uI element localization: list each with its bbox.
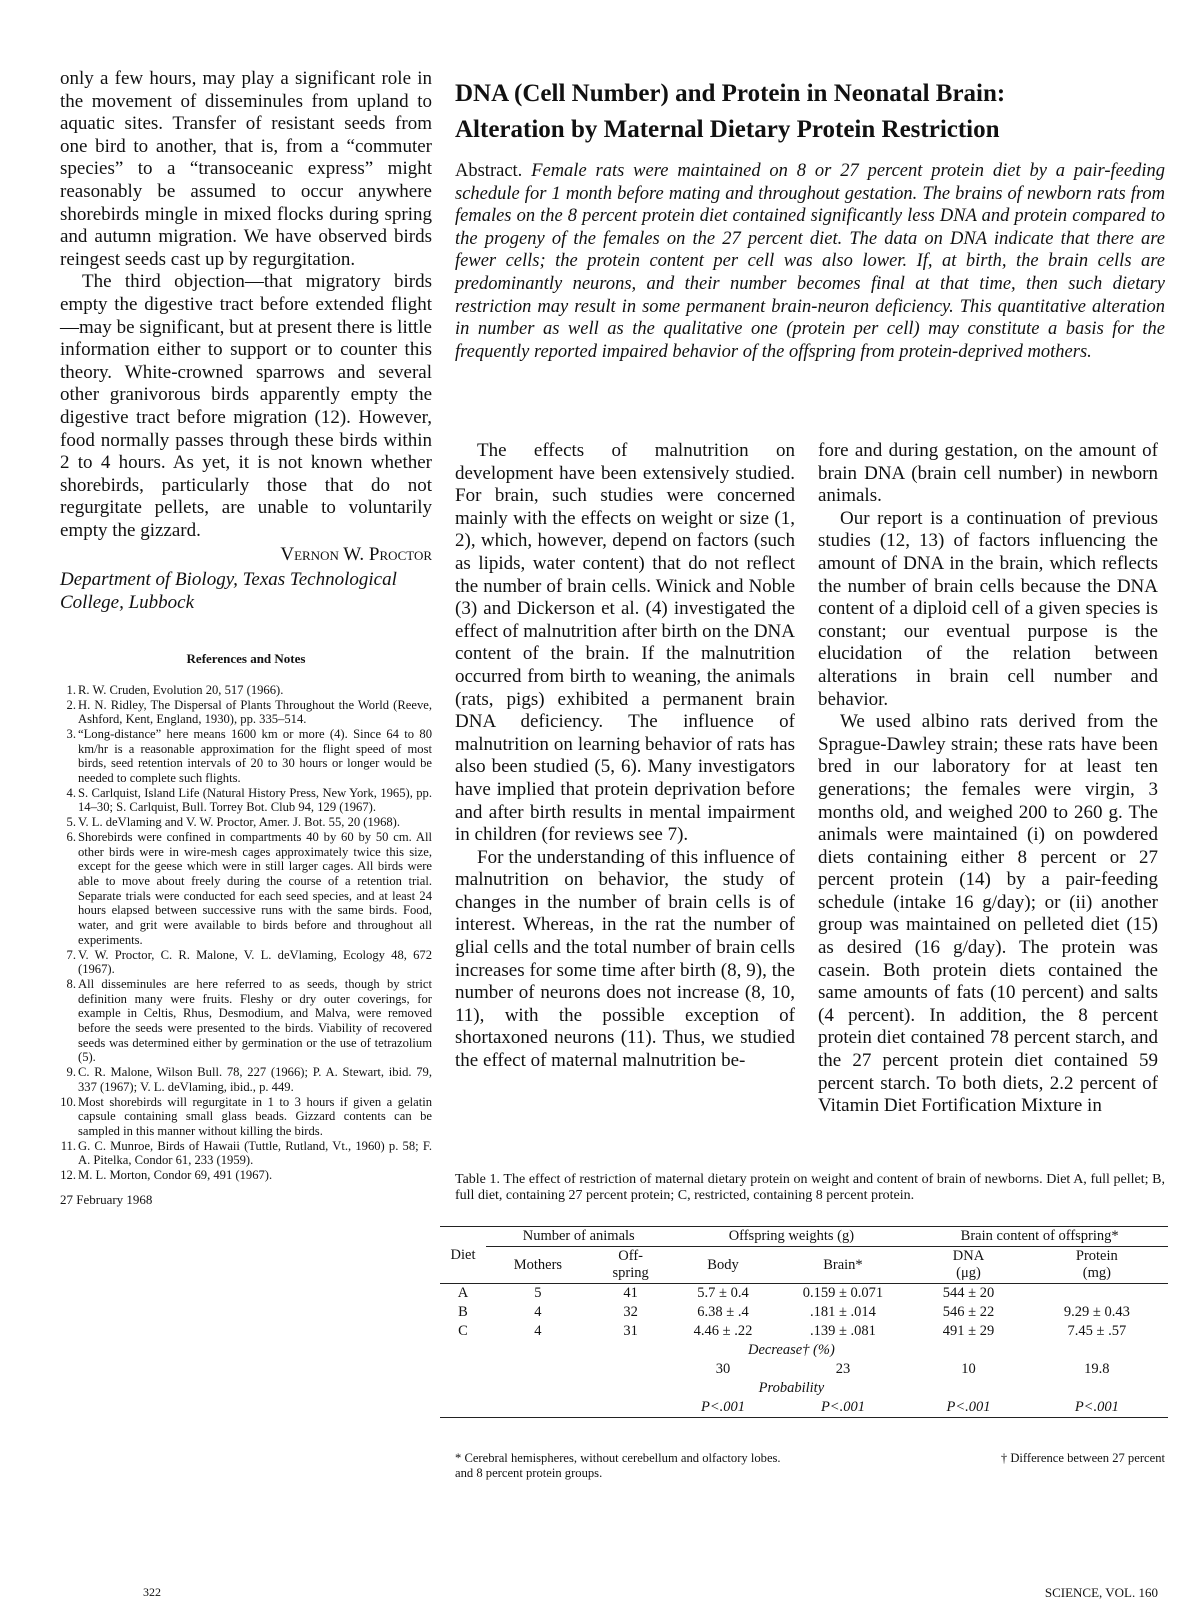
- submission-date: 27 February 1968: [60, 1191, 153, 1207]
- reference-text: S. Carlquist, Island Life (Natural History Press, New York, 1965), pp. 14–30; S. Carlquist, Bull. Torrey Bot. Club 94, 129 (1967).: [78, 785, 432, 815]
- cell-dna: 546 ± 22: [942, 1304, 995, 1320]
- reference-item: [60, 1168, 432, 1183]
- reference-number: 2.: [66, 697, 76, 712]
- cell-offspring: 32: [623, 1304, 638, 1320]
- reference-item: [60, 1065, 432, 1094]
- cell-mothers: 4: [534, 1304, 542, 1320]
- left-paragraph-2: The third objection—that migratory birds empty the digestive tract before extended flight—may be significant, but at present there is little information either to support or to counter this theory. White-crowned sparrows and several other granivorous birds apparently empty the digestive tract before migration (12). However, food normally passes through these birds within 2 to 4 hours. As yet, it is not known whether shorebirds, particularly those that do not regurgitate pellets, are unable to voluntarily empty the gizzard.: [60, 271, 432, 541]
- header-protein: Protein (mg): [1075, 1248, 1118, 1281]
- reference-number: 7.: [66, 947, 76, 962]
- probability-protein: P<.001: [1074, 1399, 1119, 1415]
- middle-paragraph-1: The effects of malnutrition on development have been extensively studied. For brain, such studies were concerned mainly with the effects on weight or size (1, 2), which, however, depend on factors (such as lipids, water content) that do not reflect the number of brain cells. Winick and Noble (3) and Dickerson et al. (4) investigated the effect of malnutrition after birth on the DNA content of the brain. If the malnutrition occurred from birth to weaning, the animals (rats, pigs) exhibited a permanent brain DNA deficiency. The influence of malnutrition on learning behavior of rats has also been studied (5, 6). Many investigators have implied that protein deprivation before and after birth results in mental impairment in children (for reviews see 7).: [455, 440, 795, 846]
- reference-text: V. L. deVlaming and V. W. Proctor, Amer. J. Bot. 55, 20 (1968).: [78, 815, 401, 830]
- probability-body: P<.001: [700, 1399, 746, 1415]
- table-footnotes: [455, 1451, 1165, 1480]
- reference-text: Most shorebirds will regurgitate in 1 to 3 hours if given a gelatin capsule containing small glass beads. Gizzard contents can be sampled in this manner without killing the birds.: [78, 1094, 432, 1138]
- reference-number: 8.: [66, 976, 76, 991]
- decrease-brain: 23: [835, 1361, 851, 1377]
- table-row: [440, 1284, 1168, 1304]
- cell-brain: 0.159 ± 0.071: [802, 1285, 884, 1301]
- reference-text: M. L. Morton, Condor 69, 491 (1967).: [78, 1168, 273, 1183]
- header-brain-content: Brain content of offspring*: [911, 1227, 1168, 1247]
- table-caption: Table 1. The effect of restriction of maternal dietary protein on weight and content of brain of newborns. Diet A, full pellet; B, full diet, containing 27 percent protein; C, restricted, containing 8 percent protein.: [455, 1172, 1165, 1203]
- article-title-line-1: DNA (Cell Number) and Protein in Neonatal Brain:: [455, 80, 1006, 107]
- cell-protein: 7.45 ± .57: [1067, 1323, 1127, 1339]
- left-column: [60, 68, 432, 1211]
- reference-text: All disseminules are here referred to as seeds, though by strict definition many were fruits. Fleshy or dry outer coverings, for example in Celtis, Rhus, Desmodium, and Malva, were removed before the seeds were presented to the birds. Viability of recovered seeds was determined either by germination or the use of tetrazolium (5).: [78, 976, 432, 1065]
- reference-number: 11.: [60, 1138, 76, 1153]
- header-dna: DNA (μg): [952, 1248, 985, 1281]
- reference-text: G. C. Munroe, Birds of Hawaii (Tuttle, Rutland, Vt., 1960) p. 58; F. A. Pitelka, Condor 61, 233 (1959).: [78, 1138, 432, 1168]
- cell-brain: .181 ± .014: [809, 1304, 876, 1320]
- reference-number: 1.: [66, 682, 76, 697]
- cell-protein: [1026, 1284, 1168, 1304]
- header-number-of-animals: Number of animals: [486, 1227, 671, 1247]
- journal-footer: SCIENCE, VOL. 160: [1044, 1585, 1158, 1600]
- abstract-label: Abstract.: [455, 161, 523, 181]
- reference-item: [60, 727, 432, 786]
- middle-paragraph-2: For the understanding of this influence of malnutrition on behavior, the study of changes in the number of brain cells is of interest. Whereas, in the rat the number of glial cells and the total number of brain cells increases for some time after birth (8, 9), the number of neurons does not increase (8, 10, 11), with the possible exception of shortaxoned neurons (11). Thus, we studied the effect of maternal malnutrition be-: [455, 846, 795, 1072]
- cell-body: 4.46 ± .22: [693, 1323, 753, 1339]
- footnote-star: * Cerebral hemispheres, without cerebellum and olfactory lobes.: [455, 1451, 781, 1465]
- reference-item: [60, 948, 432, 977]
- header-brain: Brain*: [823, 1256, 863, 1273]
- cell-diet: B: [458, 1304, 468, 1320]
- footnote-dagger-continued: and 8 percent protein groups.: [455, 1465, 603, 1480]
- cell-offspring: 31: [623, 1323, 638, 1339]
- middle-column: [455, 440, 795, 1073]
- author-affiliation: Department of Biology, Texas Technological College, Lubbock: [60, 569, 397, 613]
- cell-mothers: 5: [534, 1285, 542, 1301]
- reference-item: [60, 786, 432, 815]
- reference-text: R. W. Cruden, Evolution 20, 517 (1966).: [78, 682, 284, 697]
- right-paragraph-2: Our report is a continuation of previous studies (12, 13) of factors influencing the amount of DNA in the brain, which reflects the number of brain cells because the DNA content of a diploid cell of a given species is constant; our eventual purpose is the elucidation of the relation between alterations in brain cell number and behavior.: [818, 507, 1158, 710]
- reference-text: V. W. Proctor, C. R. Malone, V. L. deVlaming, Ecology 48, 672 (1967).: [78, 947, 432, 977]
- decrease-dna: 10: [961, 1361, 976, 1377]
- left-paragraph-1: only a few hours, may play a significant role in the movement of disseminules from upland to aquatic sites. Transfer of resistant seeds from one bird to another, that is, from a “commuter species” to a “transoceanic express” might reasonably be assumed to occur anywhere shorebirds mingle in mixed flocks during spring and autumn migration. We have observed birds reingest seeds cast up by regurgitation.: [60, 68, 432, 270]
- table-row: [440, 1322, 1168, 1341]
- page-number: 322: [143, 1585, 161, 1599]
- reference-text: “Long-distance” here means 1600 km or more (4). Since 64 to 80 km/hr is a reasonable approximation for the flight speed of most birds, seed retention intervals of 20 to 30 hours or longer would be needed to complete such flights.: [78, 726, 432, 786]
- reference-number: 3.: [66, 726, 76, 741]
- probability-brain: P<.001: [820, 1399, 865, 1415]
- article-title: [455, 76, 1165, 148]
- article-title-line-2: Alteration by Maternal Dietary Protein Restriction: [455, 116, 1000, 143]
- probability-dna: P<.001: [946, 1399, 991, 1415]
- probability-label: Probability: [758, 1380, 825, 1396]
- reference-number: 5.: [66, 815, 76, 830]
- references-list: [60, 683, 432, 1183]
- table-1: [440, 1226, 1168, 1418]
- cell-dna: 544 ± 20: [942, 1285, 995, 1301]
- right-paragraph-3: We used albino rats derived from the Sprague-Dawley strain; these rats have been bred in our laboratory for at least ten generations; the females were virgin, 3 months old, and weighed 200 to 260 g. The animals were maintained (i) on powdered diets containing either 8 percent or 27 percent protein (14) by a pair-feeding schedule (intake 16 g/day); or (ii) another group was maintained on pelleted diet (15) as desired (16 g/day). The protein was casein. Both protein diets contained the same amounts of fats (10 percent) and salts (4 percent). In addition, the 8 percent protein diet contained 78 percent starch, and the 27 percent protein diet contained 59 percent starch. To both diets, 2.2 percent of Vitamin Diet Fortification Mixture in: [818, 711, 1158, 1117]
- decrease-label: Decrease† (%): [747, 1342, 835, 1358]
- cell-dna: 491 ± 29: [942, 1323, 995, 1339]
- reference-item: [60, 1139, 432, 1168]
- reference-item: [60, 830, 432, 948]
- abstract-text: Female rats were maintained on 8 or 27 percent protein diet by a pair-feeding schedule for 1 month before mating and throughout gestation. The brains of newborn rats from females on the 8 percent protein diet contained significantly less DNA and protein compared to the progeny of the females on the 27 percent diet. The data on DNA indicate that there are fewer cells; the protein content per cell was also lower. If, at birth, the brain cells are predominantly neurons, and their number becomes final at that time, then such dietary restriction may result in some permanent brain-neuron deficiency. This quantitative alteration in number as well as the qualitative one (protein per cell) may constitute a basis for the frequently reported impaired behavior of the offspring from protein-deprived mothers.: [455, 161, 1165, 362]
- reference-number: 9.: [66, 1065, 76, 1080]
- reference-item: [60, 698, 432, 727]
- cell-brain: .139 ± .081: [809, 1323, 876, 1339]
- footnote-dagger: † Difference between 27 percent: [1000, 1451, 1165, 1465]
- reference-item: [60, 683, 432, 698]
- reference-text: Shorebirds were confined in compartments 40 by 60 by 50 cm. All other birds were in wire-mesh cages approximately twice this size, except for the geese which were in still larger cages. All birds were able to move about freely during the course of a retention trial. Separate trials were conducted for each seed species, and at least 24 hours elapsed between successive runs with the same birds. Food, water, and grit were available to birds before and throughout all experiments.: [78, 829, 432, 947]
- table-row: [440, 1303, 1168, 1322]
- reference-number: 6.: [66, 829, 76, 844]
- reference-text: H. N. Ridley, The Dispersal of Plants Throughout the World (Reeve, Ashford, Kent, England, 1930), pp. 335–514.: [78, 697, 432, 727]
- right-paragraph-1: fore and during gestation, on the amount of brain DNA (brain cell number) in newborn animals.: [818, 440, 1158, 507]
- right-column: [818, 440, 1158, 1118]
- table-body: [440, 1284, 1168, 1342]
- reference-item: [60, 977, 432, 1065]
- reference-number: 12.: [60, 1168, 76, 1183]
- header-mothers: Mothers: [513, 1256, 563, 1273]
- cell-mothers: 4: [534, 1323, 542, 1339]
- header-diet: Diet: [450, 1246, 476, 1263]
- cell-offspring: 41: [623, 1285, 638, 1301]
- cell-protein: 9.29 ± 0.43: [1063, 1304, 1130, 1320]
- references-heading: References and Notes: [186, 651, 306, 667]
- cell-diet: C: [458, 1323, 468, 1339]
- reference-item: [60, 1095, 432, 1139]
- reference-number: 4.: [66, 785, 76, 800]
- cell-body: 5.7 ± 0.4: [697, 1285, 749, 1301]
- decrease-protein: 19.8: [1084, 1361, 1110, 1377]
- cell-diet: A: [457, 1285, 469, 1301]
- reference-number: 10.: [60, 1094, 76, 1109]
- abstract: [455, 160, 1165, 363]
- author-name: Vernon W. Proctor: [280, 544, 432, 566]
- header-offspring: Off- spring: [612, 1248, 649, 1281]
- decrease-body: 30: [715, 1361, 731, 1377]
- reference-text: C. R. Malone, Wilson Bull. 78, 227 (1966); P. A. Stewart, ibid. 79, 337 (1967); V. L. deVlaming, ibid., p. 449.: [78, 1065, 432, 1094]
- header-offspring-weights: Offspring weights (g): [671, 1227, 911, 1247]
- reference-item: [60, 815, 432, 830]
- header-body: Body: [707, 1256, 739, 1273]
- cell-body: 6.38 ± .4: [697, 1304, 749, 1320]
